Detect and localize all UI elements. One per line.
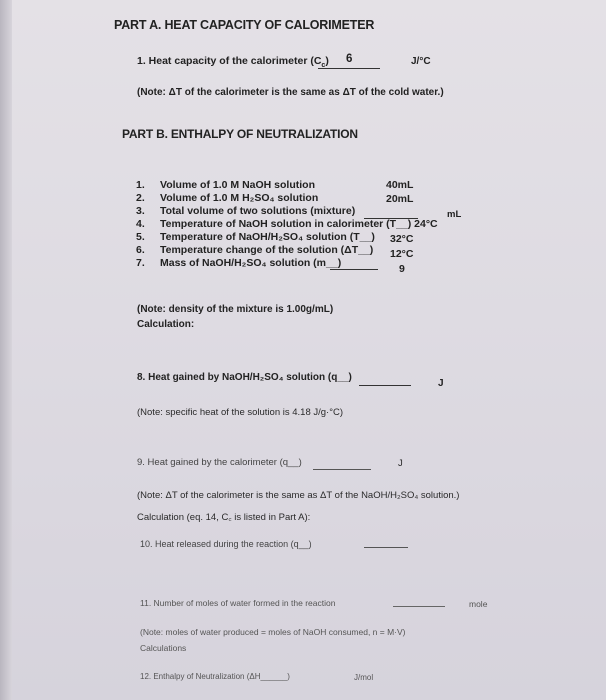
density-note: (Note: density of the mixture is 1.00g/mL) (137, 304, 334, 315)
item-2-text: Volume of 1.0 M H₂SO₄ solution (160, 192, 319, 204)
calculation-label: Calculation: (137, 319, 195, 330)
part-a-note: (Note: ΔT of the calorimeter is the same as ΔT of the cold water.) (137, 87, 444, 98)
item-8-unit: J (438, 378, 444, 389)
item-6-value: 12°C (390, 248, 414, 260)
item-7-text: Mass of NaOH/H₂SO₄ solution (m__) (160, 257, 342, 269)
page-shadow-edge (0, 0, 12, 700)
calc-eq14-label: Calculation (eq. 14, C꜀ is listed in Part A): (137, 512, 311, 523)
item-11-unit: mole (469, 599, 488, 609)
calculations-label: Calculations (140, 643, 187, 653)
item-12-unit: J/mol (354, 673, 374, 682)
item1-value: 6 (346, 53, 353, 65)
moles-note: (Note: moles of water produced = moles of NaOH consumed, n = M·V) (140, 627, 406, 637)
item-4-text: Temperature of NaOH solution in calorimeter (T__) 24°C (160, 218, 438, 230)
part-b-heading: PART B. ENTHALPY OF NEUTRALIZATION (122, 127, 358, 141)
item-5-text: Temperature of NaOH/H₂SO₄ solution (T__) (160, 231, 375, 243)
part-a-heading: PART A. HEAT CAPACITY OF CALORIMETER (114, 18, 375, 32)
item1-unit: J/°C (411, 56, 431, 67)
item-1-num: 1. (136, 179, 145, 191)
item-9-unit: J (398, 458, 403, 469)
item-6-text: Temperature change of the solution (ΔT__) (160, 244, 374, 256)
item1-answer-line (318, 68, 380, 69)
specific-heat-note: (Note: specific heat of the solution is 4.18 J/g·°C) (137, 407, 344, 418)
item-3-num: 3. (136, 205, 145, 217)
item-3-unit: mL (447, 209, 462, 220)
item-4-num: 4. (136, 218, 145, 230)
item-7-num: 7. (136, 257, 145, 269)
item-8-answer-line (359, 385, 411, 386)
item-11-answer-line (393, 606, 445, 607)
item-1-value: 40mL (386, 179, 414, 191)
item-10-answer-line (364, 547, 408, 548)
item-10-text: 10. Heat released during the reaction (q__) (140, 539, 312, 549)
item-1-text: Volume of 1.0 M NaOH solution (160, 179, 315, 191)
item-7-answer-line (330, 269, 378, 270)
item-2-num: 2. (136, 192, 145, 204)
item-3-text: Total volume of two solutions (mixture) (160, 205, 356, 217)
item-5-num: 5. (136, 231, 145, 243)
item-6-num: 6. (136, 244, 145, 256)
item-2-value: 20mL (386, 193, 414, 205)
item-11-text: 11. Number of moles of water formed in the reaction (140, 598, 336, 608)
item-8-text: 8. Heat gained by NaOH/H₂SO₄ solution (q__) (137, 372, 352, 383)
item-9-text: 9. Heat gained by the calorimeter (q__) (137, 457, 302, 468)
calorimeter-note: (Note: ΔT of the calorimeter is the same as ΔT of the NaOH/H₂SO₄ solution.) (137, 490, 460, 501)
item-5-value: 32°C (390, 233, 414, 245)
part-a-item1-label: 1. Heat capacity of the calorimeter $(C_c)$ (137, 55, 329, 70)
item-12-text: 12. Enthalpy of Neutralization (ΔH______) (140, 672, 290, 681)
item-7-value: 9 (399, 263, 405, 275)
item-9-answer-line (313, 469, 371, 470)
